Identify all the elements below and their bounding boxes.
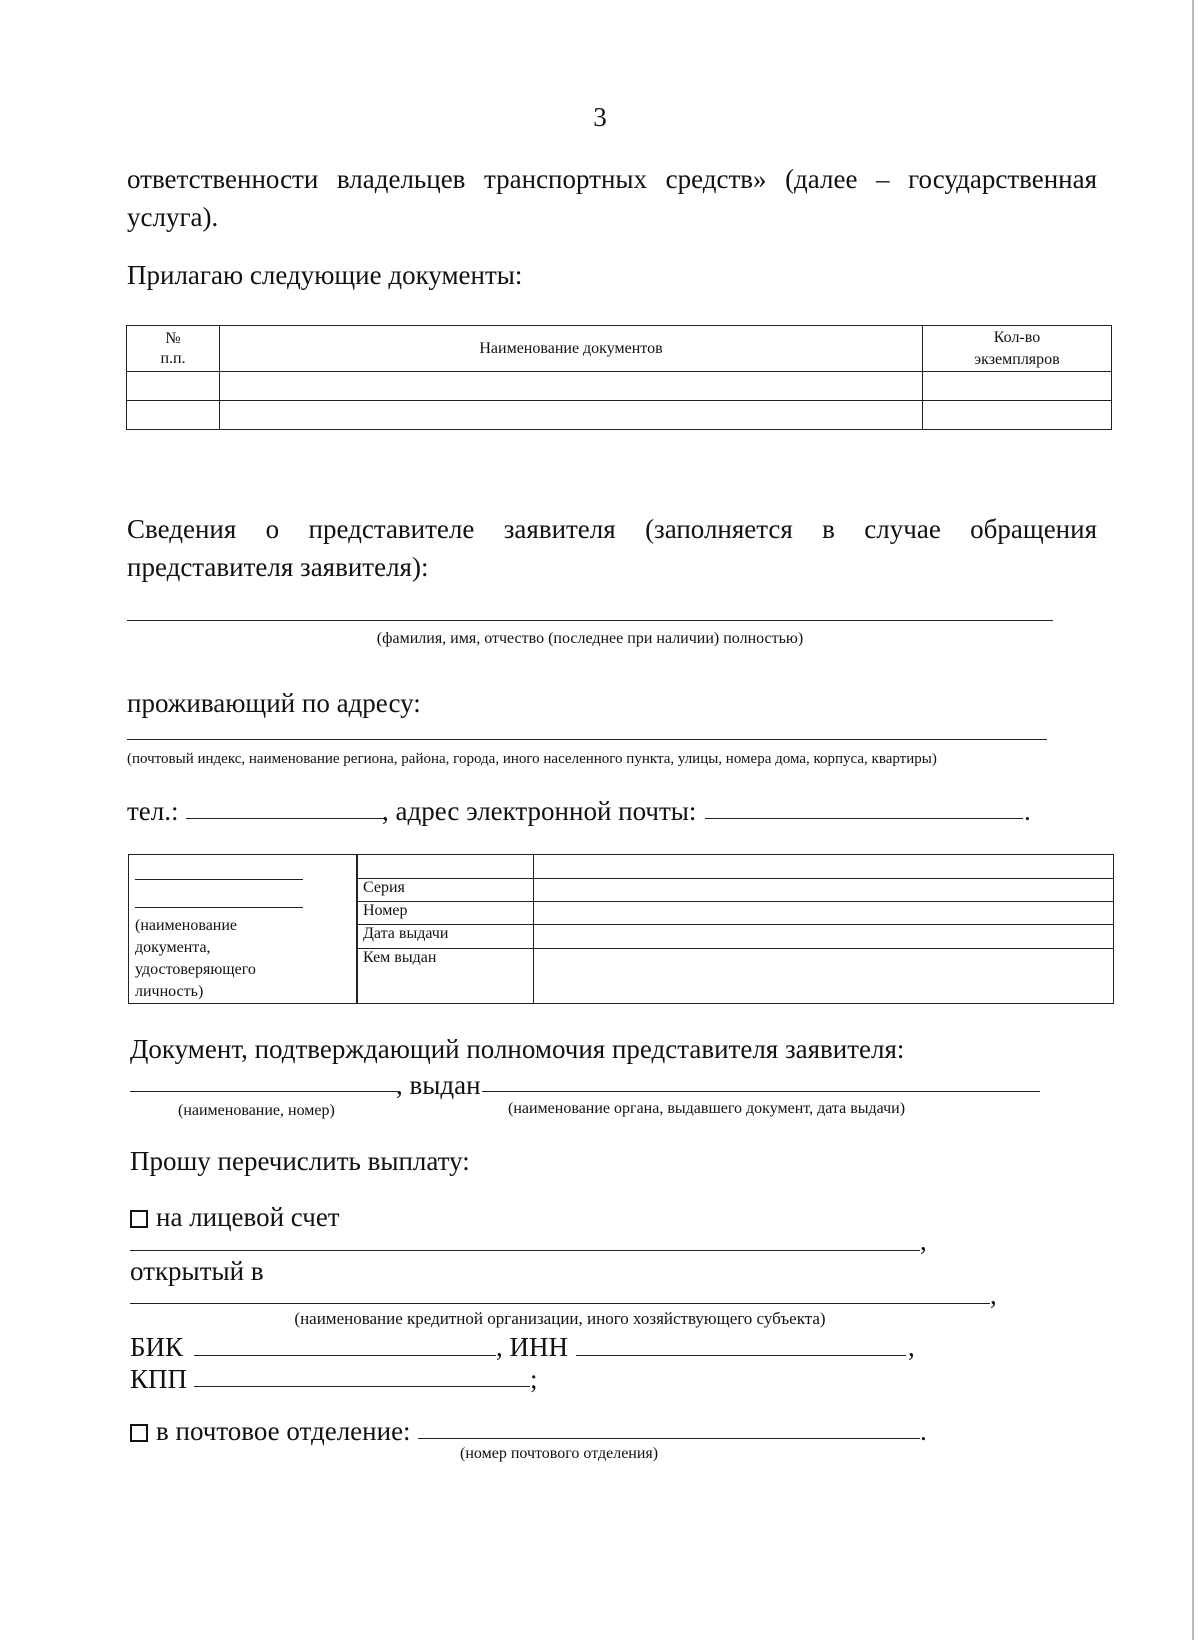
post-caption: (номер почтового отделения) [460,1445,659,1462]
kpp-semicolon: ; [530,1364,538,1394]
row-name-cell[interactable] [220,401,923,430]
post-end: . [920,1416,927,1446]
address-label: проживающий по адресу: [127,688,421,718]
series-label: Серия [357,879,534,902]
post-office-field[interactable] [418,1438,920,1439]
issued-by-label: Кем выдан [357,949,534,1004]
id-blank-value[interactable] [534,855,1114,879]
table-row [127,372,1112,401]
row-number-cell[interactable] [127,401,220,430]
attach-heading: Прилагаю следующие документы: [127,260,523,290]
id-document-fields [356,854,1114,1004]
post-option-label: в почтовое отделение: [156,1416,411,1446]
id-doc-name-field-1[interactable] [135,879,303,880]
inn-comma: , [908,1332,915,1362]
bik-field[interactable] [194,1355,496,1356]
email-label: , адрес электронной почты: [382,796,697,826]
authority-name-caption: (наименование, номер) [178,1102,335,1119]
account-option-label: на лицевой счет [156,1202,340,1232]
col-name-header: Наименование документов [220,326,923,372]
col-number-header: № п.п. [127,326,220,372]
bik-label: БИК [130,1332,184,1362]
representative-heading-line-2: представителя заявителя): [127,552,429,582]
phone-label: тел.: [127,796,179,826]
post-checkbox[interactable] [130,1424,148,1442]
number-label: Номер [357,902,534,925]
page-number: 3 [593,102,607,132]
inn-field[interactable] [576,1355,906,1356]
representative-heading-line-1: Сведения о представителе заявителя (заполняется в случае обращения [127,514,1097,544]
series-value[interactable] [534,879,1114,902]
row-qty-cell[interactable] [923,372,1112,401]
account-number-field[interactable] [130,1250,920,1251]
id-doc-caption: (наименование документа, удостоверяющего личность) [135,917,256,1000]
inn-label: , ИНН [496,1332,568,1362]
issue-date-label: Дата выдачи [357,925,534,949]
id-doc-name-field-2[interactable] [135,907,303,908]
authority-issued-label: , выдан [396,1070,481,1100]
id-doc-name-cell [128,854,358,1004]
number-value[interactable] [534,902,1114,925]
documents-table [126,325,1112,430]
email-end: . [1024,796,1031,826]
phone-field[interactable] [186,818,384,819]
bank-comma: , [990,1280,997,1310]
fio-caption: (фамилия, имя, отчество (последнее при наличии) полностью) [376,630,804,647]
authority-organ-field[interactable] [482,1091,1040,1092]
issue-date-value[interactable] [534,925,1114,949]
bank-caption: (наименование кредитной организации, иного хозяйствующего субъекта) [294,1309,826,1328]
account-checkbox[interactable] [130,1210,148,1228]
col-qty-header: Кол-во экземпляров [923,326,1112,372]
scan-edge [1192,0,1194,1640]
opened-label: открытый в [130,1256,264,1286]
payment-heading: Прошу перечислить выплату: [130,1146,470,1176]
authority-organ-caption: (наименование органа, выдавшего документ, дата выдачи) [508,1100,906,1117]
intro-line-1: ответственности владельцев транспортных средств» (далее – государственная [127,164,1097,194]
account-option[interactable] [130,1198,340,1236]
email-field[interactable] [705,818,1023,819]
fio-field[interactable] [127,620,1053,621]
intro-line-2: услуга). [127,202,219,232]
account-comma: , [920,1226,927,1256]
address-field[interactable] [127,739,1047,740]
post-option[interactable] [130,1412,411,1450]
row-name-cell[interactable] [220,372,923,401]
row-number-cell[interactable] [127,372,220,401]
authority-heading: Документ, подтверждающий полномочия представителя заявителя: [130,1034,905,1064]
row-qty-cell[interactable] [923,401,1112,430]
id-document-table [128,854,1114,1004]
authority-name-field[interactable] [130,1091,398,1092]
bank-name-field[interactable] [130,1303,990,1304]
address-caption: (почтовый индекс, наименование региона, района, города, иного населенного пункта, улицы, номера дома, корпуса, квартиры) [127,751,937,767]
kpp-field[interactable] [194,1386,530,1387]
kpp-label: КПП [130,1364,188,1394]
issued-by-value[interactable] [534,949,1114,1004]
table-row [127,401,1112,430]
